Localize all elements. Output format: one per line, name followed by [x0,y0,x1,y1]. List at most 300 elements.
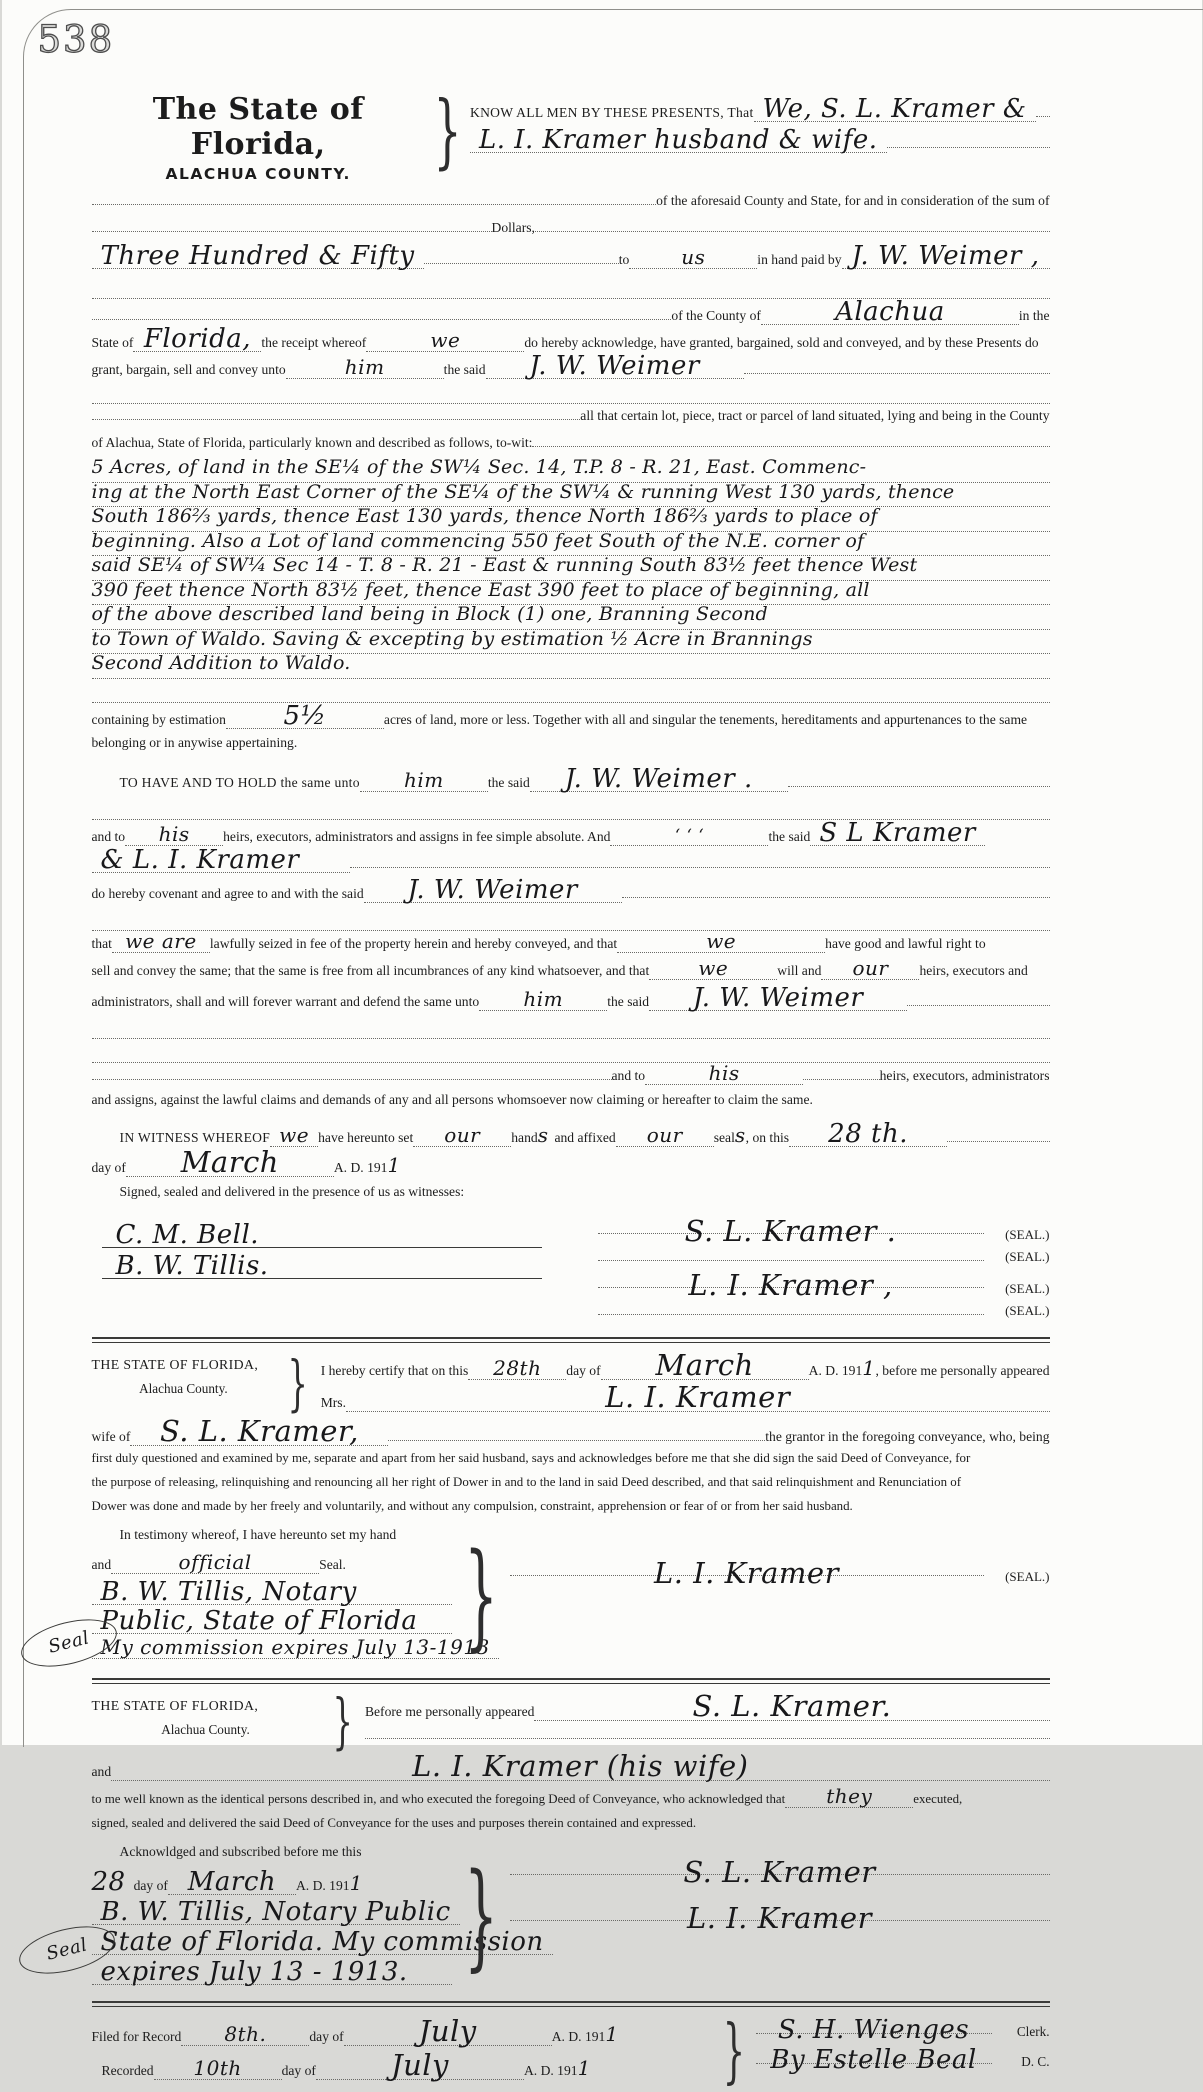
know-all-text: KNOW ALL MEN BY THESE PRESENTS, That [470,105,754,121]
grantee-handwriting: J. W. Weimer [529,351,699,381]
description-handwriting: South 186⅔ yards, thence East 130 yards, thence North 186⅔ yards to place of [92,508,878,524]
acres-rest-text: acres of land, more or less. Together with all and singular the tenements, hereditaments and appurtenances to the same [384,712,1027,728]
belonging-text: belonging or in anywise appertaining. [92,735,298,751]
notary1-grantor-signature: L. I. Kramer [654,1556,839,1590]
signature-line [510,1559,984,1576]
witness-signature-line [102,1217,542,1248]
seal-row [598,1271,1050,1298]
filed-month-handwriting: July [419,2014,477,2048]
dotted-fill [907,992,1049,1006]
defend-blank [479,991,607,1011]
description-handwriting: beginning. Also a Lot of land commencing 550 feet South of the N.E. corner of [92,533,865,549]
n1-ad-label: A. D. 191 [809,1363,863,1379]
state-blank [133,328,261,352]
seized-text: lawfully seized in fee of the property herein and hereby conveyed, and that [210,936,617,952]
notary-id-line2: Public, State of Florida [101,1606,418,1636]
ack-text: Acknowldged and subscribed before me this [92,1844,362,1860]
heirs-text-2: heirs, executors, administrators [880,1068,1050,1084]
notary2-ack-brace: } [464,1848,498,1983]
deed-content [92,66,1050,2087]
amount-handwriting: Three Hundred & Fifty [101,241,415,271]
notary1-brace: } [288,1349,308,1418]
acres-handwriting: 5½ [284,701,327,731]
spacer [813,630,1050,645]
n2-name2-blank [111,1754,1049,1781]
ditto-blank [610,829,768,846]
rec-day-handwriting: 10th [193,2056,241,2080]
his-blank [125,826,223,846]
grantor1-blank [810,822,984,846]
covenant-label: do hereby covenant and agree to and with the said [92,886,364,902]
in-witness-label: IN WITNESS WHEREOF [92,1130,271,1146]
filed-label: Filed for Record [92,2029,182,2045]
rec-ad-label: A. D. 191 [524,2063,578,2079]
clerk-signature: S. H. Wienges [778,2015,969,2045]
covenant-blank [364,879,622,903]
and-to-label: and to [92,829,126,845]
notary2-county: Alachua County. [92,1722,320,1738]
notary2-header [92,1692,1050,1752]
dollars-label: Dollars, [492,220,535,236]
grantor2-blank [92,849,350,873]
signature-line [756,2017,992,2034]
our-handwriting-3: our [647,1123,683,1147]
seal-label: (SEAL.) [984,1249,1050,1265]
receipt-label: the receipt whereof [261,335,366,351]
his-blank-2 [645,1065,803,1085]
property-description-line [92,630,1050,655]
blank-dotted-line [92,798,1050,820]
signed-text: signed, sealed and delivered the said Deed of Conveyance for the uses and purposes therein contained and expressed. [92,1816,697,1831]
situated-text: all that certain lot, piece, tract or parcel of land situated, lying and being in the County [580,408,1049,424]
seal-plural-handwriting: s [735,1127,746,1144]
notary-id-line3: My commission expires July 13-1913 [101,1635,490,1659]
notary1-body1: first duly questioned and examined by me, separate and apart from her said husband, says and acknowledges before me that she did sign the said Deed of Conveyance, for [92,1451,971,1466]
spacer [917,556,1049,571]
description-handwriting: ing at the North East Corner of the SE¼ of the SW¼ & running West 130 yards, thence [92,484,955,500]
aforesaid-text: of the aforesaid County and State, for and in consideration of the sum of [656,193,1049,209]
header-right [470,80,1050,154]
spacer [768,605,1050,620]
property-description-line [92,581,1050,606]
spacer [878,507,1050,522]
spacer [866,458,1049,473]
heirs-text: heirs, executors and [919,963,1027,979]
day-blank [789,1123,947,1147]
dotted-fill [788,773,1050,787]
property-description-line [92,483,1050,508]
year-handwriting: 1 [387,1157,400,1174]
and-label-n2: and [92,1764,112,1780]
blank-dotted-line [92,909,1050,931]
notary2-venue [92,1692,320,1738]
rec-day-of-label: day of [282,2063,316,2079]
recorded-label: Recorded [102,2063,154,2079]
notary2-sig2: L. I. Kramer [687,1901,872,1935]
spacer [954,483,1049,498]
his-handwriting: his [159,822,190,846]
grantor1-handwriting: S L Kramer [819,818,975,848]
rec-day-blank [154,2060,282,2080]
document-title: The State of Florida, [92,92,425,162]
witness2-signature: B. W. Tillis. [116,1255,269,1277]
notary2-id-line3: expires July 13 - 1913. [101,1957,408,1987]
seal-stamp-text: Seal [47,1630,91,1655]
n2-name2-handwriting: L. I. Kramer (his wife) [412,1749,748,1783]
seal-word-label: seal [714,1130,735,1146]
rec-year-handwriting: 1 [578,2060,591,2077]
our-blank [821,960,919,980]
seal-label: (SEAL.) [984,1281,1050,1297]
seal-row [598,1217,1050,1244]
filed-day-of-label: day of [309,2029,343,2045]
clerk-label: Clerk. [992,2024,1050,2040]
filing-section [92,2017,1050,2087]
that-label: that [92,936,112,952]
assigns-text: and assigns, against the lawful claims and demands of any and all persons whomsoever now claiming or hereafter to claim the same. [92,1092,813,1108]
notary2-state: THE STATE OF FLORIDA, [92,1698,320,1714]
notary1-body3: Dower was done and made by her freely and voluntarily, and without any compulsion, constraint, apprehension or fear of or from her said husband. [92,1499,853,1514]
on-this-label: , on this [746,1130,789,1146]
spacer [351,654,1050,669]
filed-day-blank [181,2026,309,2046]
ditto-handwriting: ‘ ‘ ‘ [675,826,705,846]
wife-of-label: wife of [92,1429,131,1445]
the-said-label-4: the said [607,994,649,1010]
witness1-signature: C. M. Bell. [116,1224,260,1246]
dotted-fill [350,854,1050,868]
sell-text: sell and convey the same; that the same is free from all incumbrances of any kind whatsoever, and that [92,963,650,979]
scanned-deed-page [2,0,1202,1745]
official-handwriting: official [179,1550,252,1574]
dotted-fill [92,406,581,420]
n2-month-blank [168,1871,296,1895]
dotted-fill [1036,103,1050,117]
n1-month-handwriting: March [656,1348,754,1382]
convey-handwriting: him [345,355,385,379]
seal-label: (SEAL.) [984,1569,1050,1585]
notary2-right [365,1692,1050,1752]
dotted-fill [947,1128,1049,1142]
property-description-line [92,458,1050,483]
notary1-venue [92,1351,276,1397]
notary2-id-line2: State of Florida. My commission [101,1927,544,1957]
to-have-blank [360,772,488,792]
to-handwriting: us [681,245,705,269]
our-blank-2 [413,1127,511,1147]
affixed-label: and affixed [554,1130,615,1146]
his-handwriting-2: his [709,1061,740,1085]
ad-label: A. D. 191 [334,1160,388,1176]
testimony-text: In testimony whereof, I have hereunto set my hand [92,1527,397,1543]
convey-blank [286,359,444,379]
filed-month-blank [344,2019,552,2046]
header-brace: } [433,85,461,178]
filing-brace: } [722,2011,744,2092]
section-divider [92,1337,1050,1343]
dotted-fill [535,218,1050,232]
to-have-label: TO HAVE AND TO HOLD the same unto [92,775,360,791]
to-label: to [619,252,630,268]
seal-word-n1: Seal. [319,1557,346,1573]
property-description-line [92,605,1050,630]
signature-line [510,1858,1050,1875]
blank-dotted-line [92,1041,1050,1063]
grantee-handwriting-2: J. W. Weimer . [565,764,753,794]
dotted-fill [532,433,1049,447]
n1-day-of-label: day of [566,1363,600,1379]
rec-month-blank [316,2053,524,2080]
acres-blank [226,705,384,729]
to-blank [629,249,757,269]
seal-label: (SEAL.) [984,1303,1050,1319]
spacer [864,532,1049,547]
heirs-rest-text: heirs, executors, administrators and assigns in fee simple absolute. And [223,829,610,845]
in-the-label: in the [1019,308,1050,324]
county-blank [761,301,1019,325]
description-handwriting: of the above described land being in Block (1) one, Branning Second [92,606,768,622]
defend-handwriting: him [523,987,563,1011]
dotted-fill [365,1726,1050,1740]
notary1-testimony-block [92,1525,1050,1666]
notary1-header [92,1351,1050,1417]
n2-day-handwriting: 28 [92,1871,126,1893]
husband-blank [130,1419,388,1446]
grantor2-signature: L. I. Kramer , [688,1268,892,1302]
n1-year-handwriting: 1 [862,1360,875,1377]
page-number: 538 [38,18,115,61]
blank-dotted-line [92,277,1050,299]
dotted-fill [744,360,1050,374]
n2-name1-handwriting: S. L. Kramer. [693,1689,892,1723]
certify-label: I hereby certify that on this [321,1363,469,1379]
description-handwriting: 5 Acres, of land in the SE¼ of the SW¼ Sec. 14, T.P. 8 - R. 21, East. Commenc- [92,459,867,475]
notary-id-blank [92,1581,452,1605]
state-handwriting: Florida, [144,324,251,354]
n2-month-handwriting: March [188,1867,276,1897]
hand-label: hand [511,1130,537,1146]
grantors-handwriting-2: L. I. Kramer husband & wife. [479,125,878,155]
signature-line [756,2047,992,2064]
n2-year-handwriting: 1 [350,1875,363,1892]
we-handwriting: we [279,1123,309,1147]
county-handwriting: Alachua [835,297,945,327]
the-said-label-2: the said [488,775,530,791]
receipt-blank [366,332,524,352]
dotted-fill [92,218,492,232]
right-text: have good and lawful right to [825,936,985,952]
filing-right [756,2017,1050,2087]
grantor-signature-column [598,1217,1050,1325]
set-label: have hereunto set [318,1130,413,1146]
n2-ad-label: A. D. 191 [296,1878,350,1894]
grantor2-handwriting: & L. I. Kramer [101,845,300,875]
notary2-sig1: S. L. Kramer [683,1855,875,1889]
deputy-row [756,2047,1050,2079]
husband-handwriting: S. L. Kramer, [160,1414,359,1448]
executed-label: executed, [913,1792,962,1807]
our-handwriting: our [852,956,888,980]
n1-day-handwriting: 28th [493,1356,541,1380]
notary-id-line1: B. W. Tillis, Notary [101,1577,357,1607]
they-handwriting: they [826,1784,872,1808]
signature-row [510,1858,1050,1904]
property-description-line [92,507,1050,532]
mrs-label: Mrs. [321,1395,346,1411]
our-blank-3 [616,1127,714,1147]
property-description-line [92,556,1050,581]
dotted-fill [92,191,657,205]
notary1-county: Alachua County. [92,1381,276,1397]
known-text: to me well known as the identical persons described in, and who executed the foregoing Deed of Conveyance, who acknowledged that [92,1792,786,1807]
convey-label: grant, bargain, sell and convey unto [92,362,286,378]
dotted-fill [92,306,672,320]
grantors-handwriting-1: We, S. L. Kramer & [763,94,1027,124]
notary2-id-line1: B. W. Tillis, Notary Public [101,1897,451,1927]
presence-text: Signed, sealed and delivered in the presence of us as witnesses: [92,1184,465,1200]
grantee-blank [486,355,744,379]
signature-line [598,1271,984,1288]
grantee-blank-2 [530,768,788,792]
witness-column [92,1217,542,1325]
notary2-id-blank [92,1901,460,1925]
seal-label: (SEAL.) [984,1227,1050,1243]
property-description-line [92,654,1050,679]
sell-blank [649,960,777,980]
signature-line [598,1217,984,1234]
day-handwriting: 28 th. [828,1119,908,1149]
description-handwriting: 390 feet thence North 83½ feet, thence East 390 feet to place of beginning, all [92,582,870,598]
blank-dotted-line [92,1017,1050,1039]
seized-handwriting: we [706,929,736,953]
filed-ad-label: A. D. 191 [552,2029,606,2045]
filed-day-handwriting: 8th. [224,2022,266,2046]
description-handwriting: to Town of Waldo. Saving & excepting by estimation ½ Acre in Brannings [92,631,813,647]
month-blank [126,1150,334,1177]
seal-stamp-text: Seal [45,1937,89,1962]
dotted-fill [388,1427,765,1441]
seized-blank [617,933,825,953]
the-said-label-3: the said [768,829,810,845]
deputy-label: D. C. [992,2054,1050,2070]
the-said-label: the said [444,362,486,378]
notary1-body2: the purpose of releasing, relinquishing and renouncing all her right of Dower in and to the land in said Deed described, and that said relinquishment and Renunciation of [92,1475,962,1490]
our-handwriting-2: our [444,1123,480,1147]
to-have-handwriting: him [404,768,444,792]
and-label-n1: and [92,1557,112,1573]
day-of-label: day of [92,1160,126,1176]
signature-area [92,1217,1050,1325]
grantor1-signature: S. L. Kramer . [685,1214,897,1248]
official-blank [111,1554,319,1574]
they-blank [785,1788,913,1808]
that-handwriting: we are [125,929,197,953]
filed-year-handwriting: 1 [605,2026,618,2043]
blank-dotted-line [92,382,1050,404]
hand-plural-handwriting: s [538,1127,549,1144]
signature-line [510,1904,1050,1921]
we-blank [270,1127,318,1147]
n2-day-of-label: day of [134,1878,168,1894]
grantors-blank-1 [754,98,1036,122]
to-wit-text: of Alachua, State of Florida, particularly known and described as follows, to-wit: [92,435,533,451]
and-to-label-2: and to [612,1068,646,1084]
spacer [870,581,1050,596]
that-blank [112,933,210,953]
grantors-blank-2 [470,129,887,153]
n1-month-blank [601,1353,809,1380]
filing-left [92,2017,712,2087]
sell-handwriting: we [698,956,728,980]
month-handwriting: March [181,1145,279,1179]
notary1-testimony-brace: } [464,1528,498,1663]
rec-month-handwriting: July [391,2048,449,2082]
notary1-right [321,1351,1050,1417]
section-divider [92,2001,1050,2007]
n1-name-handwriting: L. I. Kramer [605,1380,790,1414]
notary2-signatures [510,1842,1050,1989]
payer-handwriting: J. W. Weimer , [852,241,1040,271]
dotted-fill [92,1066,612,1080]
county-of-label: of the County of [671,308,760,324]
description-handwriting: said SE¼ of SW¼ Sec 14 - T. 8 - R. 21 - East & running South 83½ feet thence West [92,557,918,573]
deputy-signature: By Estelle Beal [770,2045,976,2075]
n1-appeared-label: , before me personally appeared [876,1363,1050,1379]
dotted-fill [424,250,619,264]
dotted-fill [887,134,1050,148]
containing-label: containing by estimation [92,712,226,728]
grantee-blank-3 [649,987,907,1011]
header-left [92,80,425,183]
defend-text: administrators, shall and will forever warrant and defend the same unto [92,994,480,1010]
notary2-ack-block [92,1842,1050,1989]
state-of-label: State of [92,335,134,351]
dotted-fill [622,884,1050,898]
notary2-brace: } [332,1687,352,1756]
before-label: Before me personally appeared [365,1704,534,1720]
will-and-label: will and [777,963,821,979]
acknowledge-text: do hereby acknowledge, have granted, bargained, sold and conveyed, and by these Presents do [524,335,1038,351]
amount-blank [92,245,424,269]
grantee-handwriting-3: J. W. Weimer [693,983,863,1013]
header [92,80,1050,183]
notary-id-blank [92,1639,499,1659]
n1-day-blank [468,1360,566,1380]
n1-name-blank [346,1385,1050,1412]
document-county: ALACHUA COUNTY. [92,165,425,183]
notary1-testimony-left [92,1525,452,1666]
grantor-rest-text: the grantor in the foregoing conveyance, who, being [765,1429,1049,1445]
notary2-ack-left [92,1842,452,1989]
clerk-row [756,2017,1050,2047]
signature-row [510,1904,1050,1956]
covenant-handwriting: J. W. Weimer [407,875,577,905]
blank-dotted-line [92,681,1050,703]
witness-signature-line [102,1248,542,1279]
description-handwriting: Second Addition to Waldo. [92,655,351,671]
notary1-signature-row [510,1525,1050,1666]
dotted-fill [803,1066,880,1080]
receipt-handwriting: we [430,328,460,352]
property-description-line [92,532,1050,557]
notary1-state: THE STATE OF FLORIDA, [92,1357,276,1373]
n2-name1-blank [534,1694,1049,1721]
section-divider [92,1678,1050,1684]
paid-by-label: in hand paid by [757,252,841,268]
payer-blank [842,245,1050,269]
notary2-id-blank [92,1961,452,1985]
notary-id-blank [92,1610,452,1634]
